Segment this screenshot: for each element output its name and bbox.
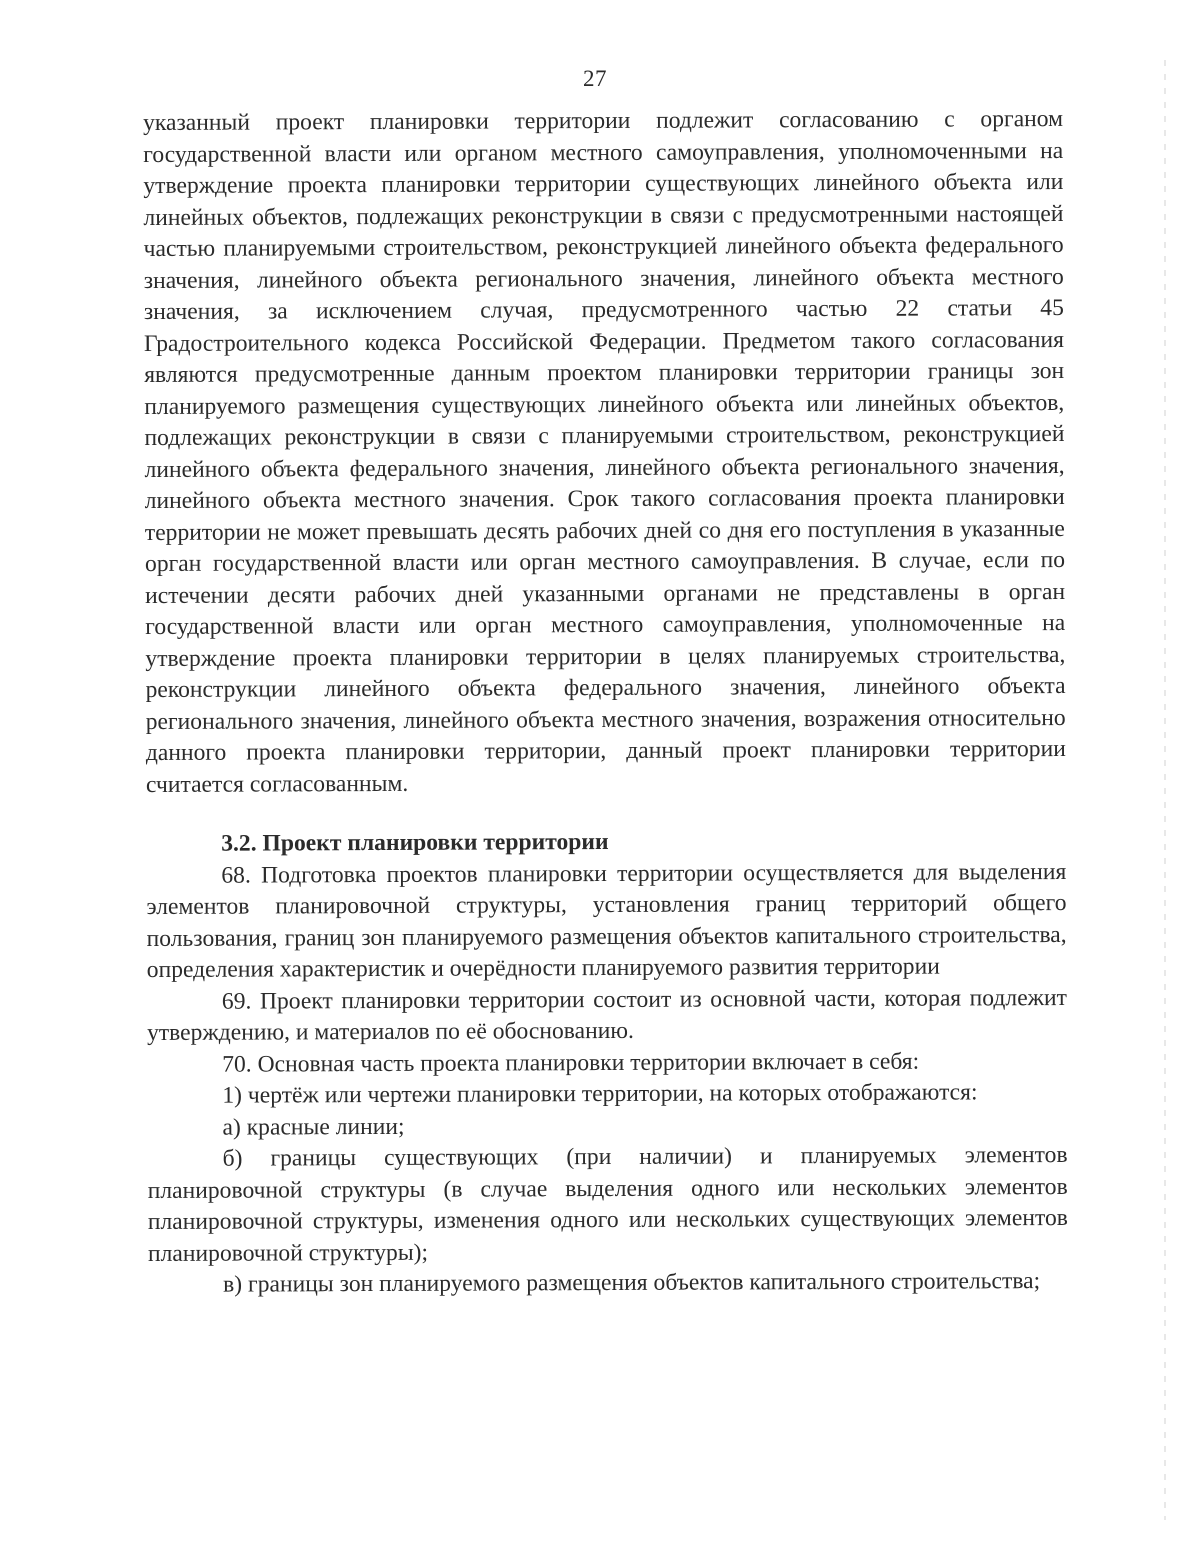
paragraph-69: 69. Проект планировки территории состоит из основной части, которая подлежит утверждению, и материалов по её обоснованию. — [146, 984, 1067, 1046]
section-heading: 3.2. Проект планировки территории — [221, 828, 609, 857]
paragraph-continuation: указанный проект планировки территории подлежит согласованию с органом государственной власти или органом местного самоуправления, уполномоченными на утверждение проекта планировки территории существующих линейного объекта или линейных объектов, подлежащих реконструкции в связи с предусмотренными настоящей частью планируемыми строительством, реконструкцией линейного объекта федерального значения, линейного объекта регионального значения, линейного объекта местного значения, за исключением случая, предусмотренного частью 22 статьи 45 Градостроительного кодекса Российской Федерации. Предметом такого согласования являются предусмотренные данным проектом планировки территории границы зон планируемого размещения существующих линейного объекта или линейных объектов, подлежащих реконструкции в связи с планируемыми строительством, реконструкцией линейного объекта федерального значения, линейного объекта регионального значения, линейного объекта местного значения. Срок такого согласования проекта планировки территории не может превышать десять рабочих дней со дня его поступления в указанные орган государственной власти или орган местного самоуправления. В случае, если по истечении десяти рабочих дней указанными органами не представлены в орган государственной власти или орган местного самоуправления, уполномоченные на утверждение проекта планировки территории в целях планируемых строительства, реконструкции линейного объекта федерального значения, линейного объекта регионального значения, линейного объекта местного значения, возражения относительно данного проекта планировки территории, данный проект планировки территории считается согласованным. — [143, 105, 1066, 798]
list-item-b: б) границы существующих (при наличии) и планируемых элементов планировочной структуры (в случае выделения одного или нескольких элементов планировочной структуры, изменения одного или нескольких существующих элементов планировочной структуры); — [147, 1141, 1068, 1267]
paragraph-68: 68. Подготовка проектов планировки территории осуществляется для выделения элементов планировочной структуры, установления границ территорий общего пользования, границ зон планируемого размещения объектов капитального строительства, определения характеристик и очерёдности планируемого развития территории — [146, 858, 1067, 983]
list-item-1: 1) чертёж или чертежи планировки территории, на которых отображаются: — [222, 1079, 978, 1109]
scan-edge-artifact — [1164, 60, 1166, 1520]
page-number: 27 — [583, 66, 607, 91]
list-item-v: в) границы зон планируемого размещения объектов капитального строительства; — [223, 1268, 1041, 1298]
paragraph-70: 70. Основная часть проекта планировки территории включает в себя: — [222, 1048, 920, 1078]
list-item-a: а) красные линии; — [222, 1113, 405, 1141]
page-content — [143, 104, 1068, 1302]
